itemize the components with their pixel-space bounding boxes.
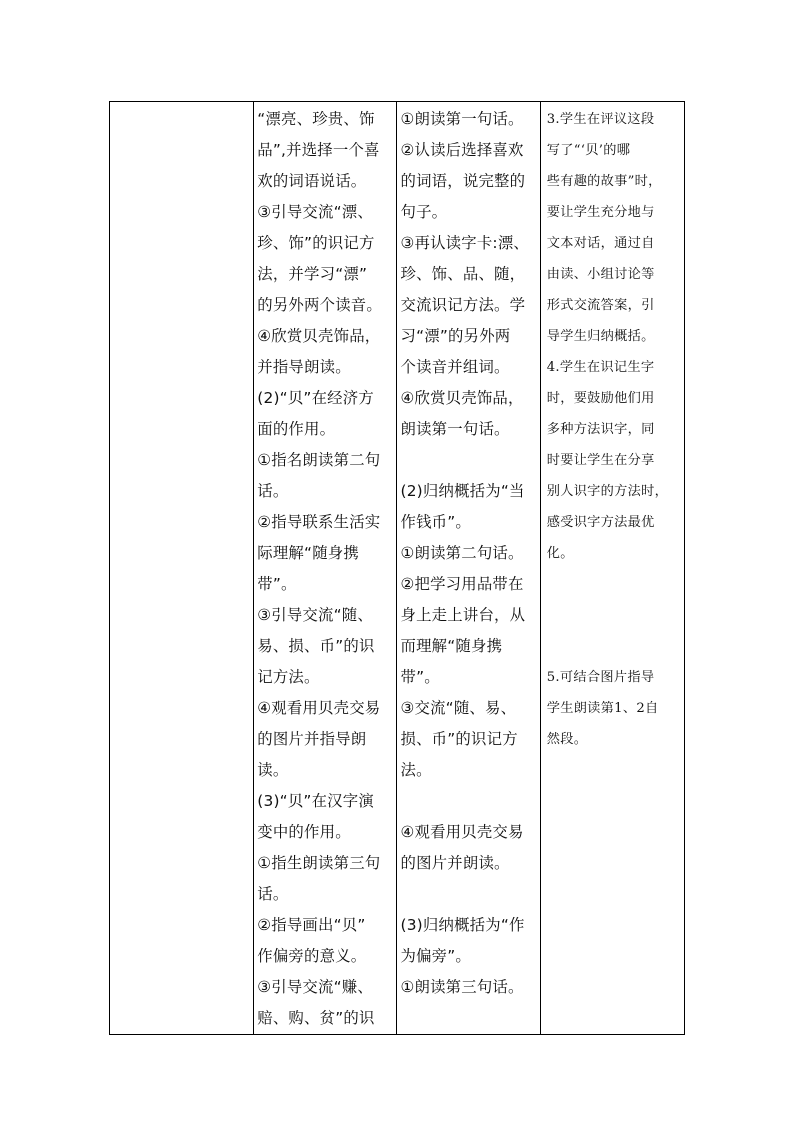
teacher-activity-text — [254, 102, 396, 1034]
teacher-step: (2)“贝”在经济方 面的作用。 — [257, 389, 374, 438]
teacher-step: ②指导联系生活实 际理解“随身携带”。 — [257, 513, 381, 593]
teacher-step: ②指导画出“贝” 作偏旁的意义。 — [257, 916, 367, 965]
student-activity-cell — [397, 102, 540, 1035]
student-activity-text — [397, 102, 539, 1003]
teacher-step: ④欣赏贝壳饰品， 并指导朗读。 — [257, 327, 381, 376]
teacher-step: ③引导交流“赚、 赔、购、贫”的识 — [257, 978, 375, 1027]
student-step: ①朗读第三句话。 — [400, 978, 524, 996]
student-step — [400, 879, 537, 910]
design-note: 4.学生在识记生字 时，要鼓励他们用 多种方法识字，同 时要让学生在分享 别人识字的方法时， 感受识字方法最优 化。 — [546, 360, 669, 561]
lesson-plan-table — [109, 101, 685, 1035]
student-step: ④欣赏贝壳饰品， 朗读第一句话。 — [400, 389, 524, 438]
teacher-step: ④观看用贝壳交易 的图片并指导朗读。 — [257, 699, 381, 779]
design-notes-cell — [540, 102, 684, 1035]
student-step — [400, 786, 537, 817]
teacher-step: ③引导交流“漂、 珍、饰”的识记方 法，并学习“漂” 的另外两个读音。 — [257, 203, 382, 314]
student-step: ③交流“随、易、 损、币”的识记方 法。 — [400, 699, 518, 779]
student-step: ②把学习用品带在 身上走上讲台，从 而理解“随身携带”。 — [400, 575, 526, 686]
teacher-activity-cell — [254, 102, 397, 1035]
teacher-step: ①指名朗读第二句 话。 — [257, 451, 381, 500]
student-step: ④观看用贝壳交易 的图片并朗读。 — [400, 823, 524, 872]
blank-cell — [110, 102, 254, 1035]
student-step: ②认读后选择喜欢 的词语，说完整的 句子。 — [400, 141, 526, 221]
student-step: ③再认读字卡:漂、 珍、饰、品、随， 交流识记方法。学 习“漂”的另外两 个读音并组词。 — [400, 234, 530, 376]
teacher-step: ③引导交流“随、 易、损、币”的识 记方法。 — [257, 606, 375, 686]
design-note — [547, 600, 681, 631]
student-step: ①朗读第一句话。 — [400, 110, 524, 128]
teacher-step: “漂亮、珍贵、饰 品”,并选择一个喜 欢的词语说话。 — [257, 110, 380, 190]
design-note — [547, 631, 681, 662]
teacher-step: (3)“贝”在汉字演 变中的作用。 — [257, 792, 374, 841]
student-step — [400, 445, 537, 476]
teacher-step: ①指生朗读第三句 话。 — [257, 854, 381, 903]
student-step: ①朗读第二句话。 — [400, 544, 524, 562]
table-row — [110, 102, 685, 1035]
design-note — [547, 569, 681, 600]
student-step: (3)归纳概括为“作 为偏旁”。 — [400, 916, 525, 965]
student-step: (2)归纳概括为“当 作钱币”。 — [400, 482, 525, 531]
design-notes-text — [541, 102, 684, 755]
design-note: 5.可结合图片指导 学生朗读第1、2自 然段。 — [546, 670, 659, 747]
design-note: 3.学生在评议这段 写了“‘贝’的哪 些有趣的故事”时， 要让学生充分地与 文本对话，通过自 由读、小组讨论等 形式交流答案，引 导学生归纳概括。 — [546, 112, 662, 344]
